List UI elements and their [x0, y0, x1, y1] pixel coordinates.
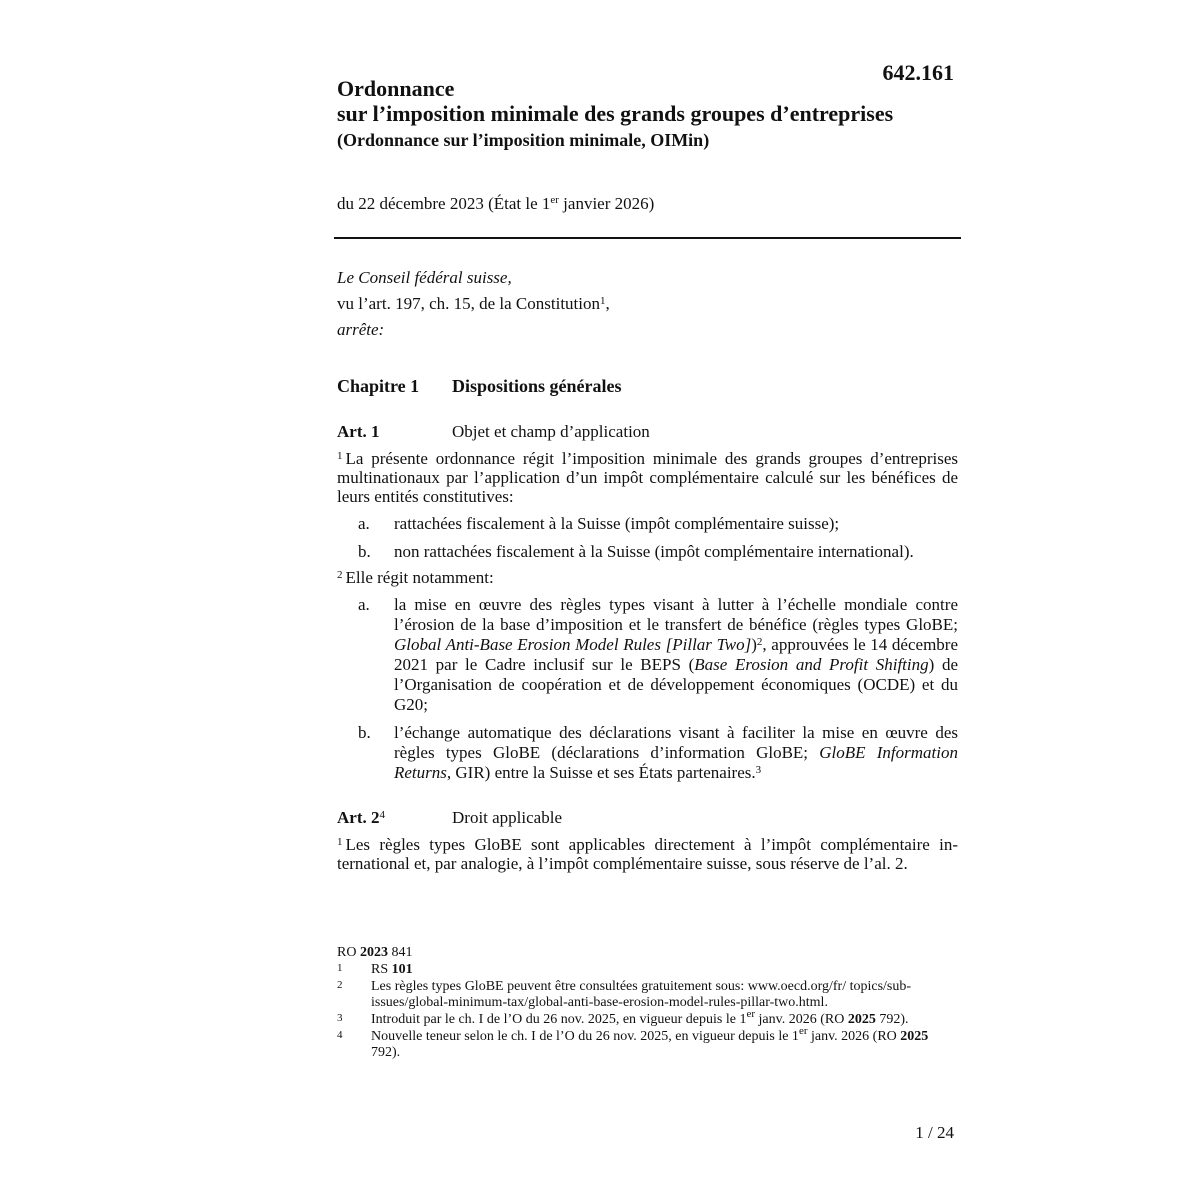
footnote-1	[337, 962, 954, 978]
list-item	[337, 514, 958, 534]
list-letter: a.	[358, 514, 370, 533]
footnote-number: 4	[337, 1029, 343, 1041]
preamble	[337, 265, 958, 343]
article-1-paragraph-2	[337, 568, 958, 587]
footnote-sup: er	[798, 1025, 808, 1037]
preamble-basis	[337, 291, 958, 317]
list-letter: a.	[358, 595, 370, 614]
preamble-authority: Le Conseil fédéral suisse,	[337, 268, 512, 287]
footnote-ref-2[interactable]: 2	[756, 636, 763, 648]
article-2-heading	[337, 807, 958, 829]
ro-reference	[337, 945, 954, 961]
paragraph-text: Elle régit notamment:	[345, 568, 494, 587]
ro-year: 2023	[359, 945, 388, 960]
footnote-bold: 101	[391, 962, 413, 977]
list-letter: b.	[358, 542, 371, 561]
list-text: )	[751, 635, 757, 654]
sr-number: 642.161	[882, 60, 954, 85]
title-line-1: Ordonnance	[337, 76, 455, 101]
list-item	[337, 723, 958, 783]
footnote-text	[371, 1008, 954, 1028]
paragraph-number: 2	[337, 569, 343, 581]
document-subtitle: (Ordonnance sur l’imposition minimale, OIMin)	[337, 130, 710, 150]
footnote-text-part: 792).	[875, 1012, 909, 1027]
ro-page: 841	[387, 945, 413, 960]
footnote-sup: er	[746, 1008, 755, 1020]
chapter-number: Chapitre 1	[337, 376, 420, 396]
ro-prefix: RO	[337, 945, 360, 960]
list-letter: b.	[358, 723, 371, 742]
basis-text: vu l’art. 197, ch. 15, de la Constitution	[337, 294, 600, 313]
article-2-number	[337, 807, 452, 829]
list-text: rattachées fiscalement à la Suisse (impôt complémentaire suisse);	[394, 514, 840, 533]
document-date	[337, 193, 958, 215]
title-line-2: sur l’imposition minimale des grands groupes d’entreprises	[337, 101, 894, 126]
footnote-text	[371, 962, 954, 978]
footnote-number: 1	[337, 962, 343, 974]
paragraph-number: 1	[337, 450, 343, 462]
footnote-text	[371, 1025, 954, 1061]
footnote-text-part: janv. 2026 (RO	[807, 1029, 901, 1044]
footnote-text-part: RS	[371, 962, 392, 977]
article-1-number: Art. 1	[337, 422, 380, 441]
article-1-list-1	[337, 514, 958, 562]
article-1-heading	[337, 421, 958, 443]
paragraph-text: Les règles types GloBE sont applicables directement à l’impôt complémentaire international et, par analogie, à l’impôt complémentaire suisse, sous réserve de l’al. 2.	[337, 835, 958, 873]
document-page	[337, 60, 958, 873]
footnotes-section	[337, 945, 954, 1061]
date-prefix: du 22 décembre 2023 (État le 1	[337, 194, 551, 213]
list-text: non rattachées fiscalement à la Suisse (impôt complémentaire international).	[394, 542, 914, 561]
list-text: , GIR) entre la Suisse et ses États partenaires.	[446, 763, 756, 782]
article-1-title: Objet et champ d’application	[452, 422, 650, 441]
list-text-italic: Global Anti-Base Erosion Model Rules [Pillar Two]	[394, 635, 752, 654]
footnote-text-part: janv. 2026 (RO	[755, 1012, 848, 1027]
chapter-heading	[337, 375, 958, 397]
document-title	[337, 76, 958, 126]
preamble-decree: arrête:	[337, 320, 385, 339]
list-text-italic: Base Erosion and Profit Shifting	[694, 655, 929, 674]
article-1-paragraph-1	[337, 449, 958, 506]
footnote-3	[337, 1008, 954, 1028]
list-text: , approuvées le 14 décembre 2021 par le Cadre inclusif sur le BEPS (	[394, 635, 959, 674]
article-2-number-text: Art. 2	[337, 808, 380, 827]
date-suffix: janvier 2026)	[558, 194, 655, 213]
footnote-text-part: Nouvelle teneur selon le ch. I de l’O du 26 nov. 2025, en vigueur depuis le 1	[371, 1029, 799, 1044]
article-2-paragraph-1	[337, 835, 958, 873]
paragraph-number: 1	[337, 836, 343, 848]
list-item	[337, 542, 958, 562]
list-text: l’échange automatique des déclarations visant à faciliter la mise en œuvre des règles types GloBE (déclarations d’information GloBE;	[394, 723, 958, 762]
basis-end: ,	[605, 294, 610, 313]
footnote-number: 2	[337, 979, 343, 991]
page-number: 1 / 24	[915, 1123, 954, 1142]
list-text: la mise en œuvre des règles types visant à lutter à l’échelle mondiale contre l’érosion de la base d’imposition et le transfert de bénéfice (règles types GloBE;	[394, 595, 958, 634]
header-divider	[334, 237, 961, 239]
chapter-title: Dispositions générales	[452, 376, 622, 396]
footnote-text-part: Introduit par le ch. I de l’O du 26 nov. 2025, en vigueur depuis le 1	[371, 1012, 747, 1027]
article-1-list-2	[337, 595, 958, 783]
paragraph-text: La présente ordonnance régit l’imposition minimale des grands groupes d’entreprises multinationaux par l’application d’un impôt complémentaire calculé sur les bénéfices de leurs entités constitutives:	[337, 449, 958, 506]
article-2-title: Droit applicable	[452, 808, 562, 827]
footnote-ref-3[interactable]: 3	[755, 764, 762, 776]
footnote-text[interactable]: Les règles types GloBE peuvent être consultées gratuitement sous: www.oecd.org/fr/ topics/sub-issues/global-minimum-tax/global-anti-base-erosion-model-rules-pillar-two.html.	[371, 979, 912, 1010]
date-sup: er	[550, 194, 559, 206]
footnote-text-part: 792).	[371, 1045, 401, 1060]
list-item	[337, 595, 958, 715]
footnote-bold: 2025	[847, 1012, 876, 1027]
list-text: ) de l’Organisation de coopération et de développement économiques (OCDE) et du G20;	[394, 655, 958, 714]
footnote-2	[337, 979, 954, 1011]
footnote-bold: 2025	[900, 1029, 929, 1044]
footnote-number: 3	[337, 1012, 343, 1024]
footnote-ref-4[interactable]: 4	[379, 809, 385, 821]
footnote-ref-1[interactable]: 1	[600, 295, 606, 307]
footnote-4	[337, 1025, 954, 1061]
list-text-italic: GloBE Information Returns	[394, 743, 958, 782]
